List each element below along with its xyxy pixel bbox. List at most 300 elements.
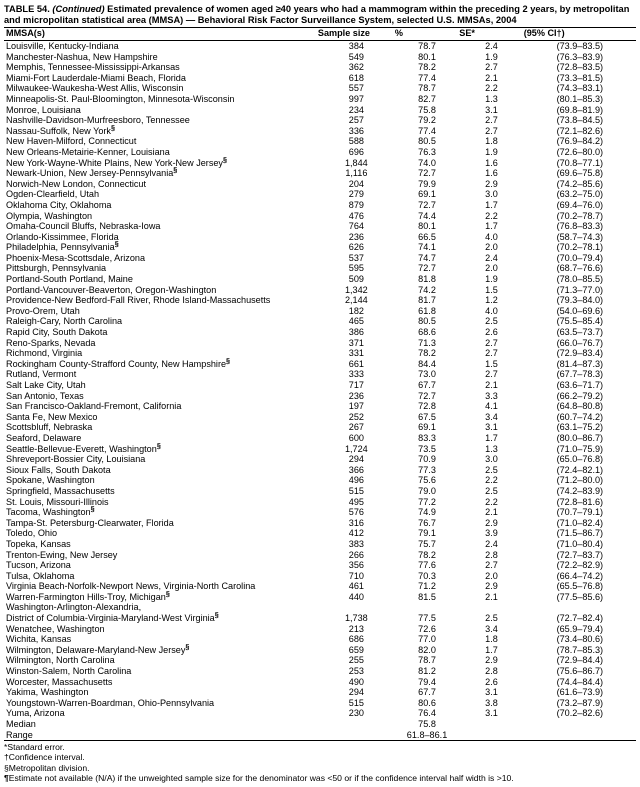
table-row (4, 708, 636, 719)
table-row (4, 274, 636, 285)
cell-mmsa: New Orleans-Metairie-Kenner, Louisiana (6, 146, 170, 157)
column-header-percent: % (395, 28, 459, 41)
cell-mmsa: San Antonio, Texas (6, 390, 84, 401)
cell-ci: (58.7–74.3) (556, 231, 604, 242)
cell-percent: 81.5 (418, 591, 436, 602)
table-row (4, 645, 636, 656)
cell-sample-size: 356 (348, 560, 364, 571)
cell-percent: 82.0 (418, 644, 436, 655)
column-header-mmsa: MMSA(s) (4, 28, 318, 41)
table-row (4, 41, 636, 52)
cell-sample-size: 383 (348, 538, 364, 549)
cell-percent: 79.4 (418, 676, 436, 687)
cell-percent: 66.5 (418, 231, 436, 242)
summary-blank (318, 719, 395, 730)
table-row (4, 147, 636, 158)
cell-percent: 76.7 (418, 517, 436, 528)
cell-sample-size: 659 (348, 644, 364, 655)
cell-sample-size: 515 (348, 697, 364, 708)
cell-se: 3.1 (485, 687, 498, 698)
cell-mmsa: Rutland, Vermont (6, 369, 77, 380)
cell-mmsa: Seaford, Delaware (6, 432, 82, 443)
table-row (4, 412, 636, 423)
table-row (4, 158, 636, 169)
cell-percent: 79.1 (418, 528, 436, 539)
cell-percent: 75.7 (418, 538, 436, 549)
summary-row (4, 730, 636, 741)
table-row (4, 634, 636, 645)
column-header-ci: (95% CI†) (524, 28, 636, 41)
cell-sample-size: 197 (348, 401, 364, 412)
cell-mmsa: Minneapolis-St. Paul-Bloomington, Minnesota-Wisconsin (6, 93, 235, 104)
summary-label: Range (4, 730, 318, 741)
cell-percent: 72.7 (418, 263, 436, 274)
cell-sample-size: 294 (348, 687, 364, 698)
cell-ci: (77.5–85.6) (556, 591, 604, 602)
cell-percent: 74.1 (418, 242, 436, 253)
cell-sample-size: 600 (348, 432, 364, 443)
cell-mmsa: Manchester-Nashua, New Hampshire (6, 51, 158, 62)
cell-percent: 74.4 (418, 210, 436, 221)
table-row (4, 338, 636, 349)
footnote-marker: § (173, 165, 178, 175)
cell-mmsa: Scottsbluff, Nebraska (6, 422, 93, 433)
footnote-symbol: § (4, 762, 9, 773)
cell-sample-size: 490 (348, 676, 364, 687)
cell-se: 1.9 (485, 146, 498, 157)
table-row (4, 518, 636, 529)
cell-ci: (71.5–86.7) (556, 528, 604, 539)
cell-percent: 77.5 (418, 613, 436, 624)
cell-sample-size: 461 (348, 581, 364, 592)
cell-se: 2.7 (485, 560, 498, 571)
cell-mmsa: Pittsburgh, Pennsylvania (6, 263, 107, 274)
cell-percent: 74.0 (418, 157, 436, 168)
cell-se: 2.0 (485, 570, 498, 581)
cell-sample-size: 331 (348, 348, 364, 359)
table-row (4, 348, 636, 359)
table-row (4, 253, 636, 264)
footnote-text: Confidence interval. (8, 752, 85, 763)
cell-sample-size: 686 (348, 634, 364, 645)
table-row (4, 211, 636, 222)
cell-sample-size: 230 (348, 708, 364, 719)
cell-mmsa: Seattle-Bellevue-Everett, Washington§ (6, 440, 161, 454)
cell-se: 1.6 (485, 157, 498, 168)
cell-se: 1.7 (485, 199, 498, 210)
cell-ci: (73.9–83.5) (556, 41, 604, 51)
table-row (4, 285, 636, 296)
cell-sample-size: 204 (348, 178, 364, 189)
summary-blank-ci (524, 719, 636, 730)
footnote (4, 742, 636, 752)
table-row (4, 83, 636, 94)
cell-ci: (76.9–84.2) (556, 136, 604, 147)
table-title-text: Estimated prevalence of women aged ≥40 years who had a mammogram within the preceding 2 years, by metropolitan and micropolitan statistical area (MMSA) — Behavioral Risk Factor Surveillance System, selected U.S. MMSAs, 2004 (4, 4, 630, 26)
cell-mmsa: Provo-Orem, Utah (6, 305, 80, 316)
footnote-text: Metropolitan division. (8, 762, 90, 773)
table-row (4, 369, 636, 380)
cell-se: 1.8 (485, 136, 498, 147)
cell-sample-size: 515 (348, 485, 364, 496)
cell-percent: 78.7 (418, 655, 436, 666)
cell-percent: 74.9 (418, 507, 436, 518)
cell-se: 2.7 (485, 115, 498, 126)
table-row (4, 242, 636, 253)
cell-se: 3.4 (485, 411, 498, 422)
cell-se: 1.5 (485, 358, 498, 369)
table-row (4, 539, 636, 550)
cell-ci: (72.6–80.0) (556, 146, 604, 157)
cell-ci: (72.8–81.6) (556, 496, 604, 507)
cell-mmsa: Providence-New Bedford-Fall River, Rhode Island-Massachusetts (6, 295, 271, 306)
table-row (4, 189, 636, 200)
cell-ci: (74.2–83.9) (556, 485, 604, 496)
table-row (4, 115, 636, 126)
cell-mmsa: Phoenix-Mesa-Scottsdale, Arizona (6, 252, 146, 263)
cell-ci: (76.8–83.3) (556, 221, 604, 232)
cell-percent: 81.8 (418, 274, 436, 285)
cell-ci: (70.2–78.7) (556, 210, 604, 221)
table-row (4, 465, 636, 476)
table-row (4, 677, 636, 688)
cell-mmsa: Toledo, Ohio (6, 528, 58, 539)
cell-se: 1.5 (485, 284, 498, 295)
table-title-continued: (Continued) (52, 4, 105, 14)
cell-mmsa: Shreveport-Bossier City, Louisiana (6, 454, 146, 465)
cell-percent: 78.2 (418, 62, 436, 73)
summary-blank (318, 730, 395, 741)
table-row (4, 571, 636, 582)
footnote (4, 763, 636, 773)
cell-percent: 71.2 (418, 581, 436, 592)
footnote-text: Estimate not available (N/A) if the unweighted sample size for the denominator was <50 or if the confidence interval half width is >10. (8, 772, 514, 783)
table-row (4, 327, 636, 338)
cell-ci: (80.0–86.7) (556, 432, 604, 443)
cell-se: 2.0 (485, 263, 498, 274)
cell-sample-size: 495 (348, 496, 364, 507)
cell-percent: 78.2 (418, 549, 436, 560)
cell-sample-size: 333 (348, 369, 364, 380)
cell-mmsa: Raleigh-Cary, North Carolina (6, 316, 123, 327)
table-row (4, 136, 636, 147)
cell-mmsa: Memphis, Tennessee-Mississippi-Arkansas (6, 62, 180, 73)
prevalence-table (4, 27, 636, 741)
cell-sample-size: 997 (348, 93, 364, 104)
cell-mmsa: Omaha-Council Bluffs, Nebraska-Iowa (6, 221, 161, 232)
summary-value: 75.8 (418, 719, 436, 729)
table-row (4, 401, 636, 412)
cell-mmsa: Ogden-Clearfield, Utah (6, 189, 100, 200)
cell-percent: 74.2 (418, 284, 436, 295)
cell-percent: 75.8 (418, 104, 436, 115)
summary-row (4, 719, 636, 730)
cell-se: 2.5 (485, 485, 498, 496)
cell-percent: 72.7 (418, 390, 436, 401)
column-header-se: SE* (459, 28, 523, 41)
cell-percent: 80.5 (418, 316, 436, 327)
cell-sample-size: 182 (348, 305, 364, 316)
cell-sample-size: 1,342 (344, 284, 368, 295)
cell-ci: (72.7–82.4) (556, 613, 604, 624)
table-title (4, 4, 636, 26)
cell-se: 3.8 (485, 697, 498, 708)
cell-percent: 78.7 (418, 41, 436, 51)
cell-se: 3.1 (485, 422, 498, 433)
cell-percent: 80.1 (418, 51, 436, 62)
cell-se: 3.9 (485, 528, 498, 539)
cell-sample-size: 384 (348, 41, 364, 51)
cell-percent: 70.9 (418, 454, 436, 465)
cell-mmsa: San Francisco-Oakland-Fremont, California (6, 401, 182, 412)
cell-ci: (73.8–84.5) (556, 115, 604, 126)
cell-mmsa: Youngstown-Warren-Boardman, Ohio-Pennsylvania (6, 697, 215, 708)
table-row (4, 560, 636, 571)
cell-percent: 69.1 (418, 422, 436, 433)
cell-ci: (72.2–82.9) (556, 560, 604, 571)
cell-mmsa: Wilmington, North Carolina (6, 655, 115, 666)
cell-sample-size: 234 (348, 104, 364, 115)
cell-ci: (78.0–85.5) (556, 274, 604, 285)
cell-se: 2.1 (485, 72, 498, 83)
cell-sample-size: 879 (348, 199, 364, 210)
table-row (4, 232, 636, 243)
cell-percent: 83.3 (418, 432, 436, 443)
cell-se: 1.9 (485, 51, 498, 62)
cell-mmsa: Rapid City, South Dakota (6, 327, 108, 338)
table-header-row (4, 28, 636, 41)
cell-ci: (66.0–76.7) (556, 337, 604, 348)
cell-se: 3.1 (485, 104, 498, 115)
cell-percent: 80.1 (418, 221, 436, 232)
cell-sample-size: 764 (348, 221, 364, 232)
cell-sample-size: 595 (348, 263, 364, 274)
cell-percent: 76.3 (418, 146, 436, 157)
cell-ci: (74.2–85.6) (556, 178, 604, 189)
cell-sample-size: 576 (348, 507, 364, 518)
table-row (4, 698, 636, 709)
cell-se: 2.2 (485, 210, 498, 221)
cell-se: 2.1 (485, 507, 498, 518)
cell-percent: 79.2 (418, 115, 436, 126)
cell-se: 1.7 (485, 221, 498, 232)
footnote-marker: § (214, 610, 219, 620)
summary-value: 61.8–86.1 (395, 730, 459, 741)
cell-ci: (74.3–83.1) (556, 83, 604, 94)
cell-mmsa: Philadelphia, Pennsylvania§ (6, 239, 119, 253)
table-row (4, 444, 636, 455)
cell-percent: 79.9 (418, 178, 436, 189)
cell-percent: 67.7 (418, 380, 436, 390)
cell-sample-size: 412 (348, 528, 364, 539)
cell-se: 2.1 (485, 591, 498, 602)
cell-mmsa: Rockingham County-Strafford County, New Hampshire§ (6, 355, 231, 369)
cell-se: 4.0 (485, 231, 498, 242)
cell-mmsa: Yuma, Arizona (6, 708, 65, 719)
table-row (4, 316, 636, 327)
cell-sample-size: 266 (348, 549, 364, 560)
cell-mmsa: Topeka, Kansas (6, 538, 71, 549)
cell-ci: (72.9–83.4) (556, 348, 604, 359)
footnote-marker: § (185, 641, 190, 651)
cell-ci: (72.9–84.4) (556, 655, 604, 666)
table-row (4, 391, 636, 402)
cell-sample-size: 496 (348, 475, 364, 486)
cell-se: 3.0 (485, 189, 498, 200)
cell-mmsa: Milwaukee-Waukesha-West Allis, Wisconsin (6, 83, 184, 94)
table-row (4, 550, 636, 561)
cell-mmsa: St. Louis, Missouri-Illinois (6, 496, 109, 507)
cell-se: 2.7 (485, 125, 498, 136)
table-row (4, 486, 636, 497)
table-row (4, 655, 636, 666)
cell-se: 1.7 (485, 644, 498, 655)
cell-se: 1.2 (485, 295, 498, 306)
cell-mmsa: Yakima, Washington (6, 687, 89, 698)
cell-se: 1.3 (485, 443, 498, 454)
table-row (4, 359, 636, 370)
table-row (4, 592, 636, 603)
cell-se (459, 602, 523, 613)
cell-mmsa: Wilmington, Delaware-Maryland-New Jersey§ (6, 641, 190, 655)
cell-mmsa: Richmond, Virginia (6, 348, 83, 359)
cell-mmsa: Orlando-Kissimmee, Florida (6, 231, 119, 242)
cell-ci: (81.4–87.3) (556, 358, 604, 369)
cell-ci: (63.2–75.0) (556, 189, 604, 200)
cell-percent (395, 602, 459, 613)
cell-sample-size: 366 (348, 464, 364, 475)
footnote-text: Standard error. (7, 742, 65, 753)
table-row (4, 73, 636, 84)
cell-se: 4.1 (485, 401, 498, 412)
cell-se: 1.8 (485, 634, 498, 645)
cell-percent: 75.6 (418, 475, 436, 486)
cell-mmsa: Portland-South Portland, Maine (6, 274, 133, 285)
cell-sample-size: 294 (348, 454, 364, 465)
cell-ci: (70.0–79.4) (556, 252, 604, 263)
cell-ci: (69.6–75.8) (556, 168, 604, 179)
cell-se: 2.7 (485, 369, 498, 380)
cell-ci: (68.7–76.6) (556, 263, 604, 274)
cell-mmsa: Portland-Vancouver-Beaverton, Oregon-Washington (6, 284, 217, 295)
cell-percent: 77.0 (418, 634, 436, 645)
cell-ci: (75.5–85.4) (556, 316, 604, 327)
cell-percent: 72.7 (418, 168, 436, 179)
cell-percent: 81.2 (418, 666, 436, 677)
table-row (4, 295, 636, 306)
cell-sample-size: 588 (348, 136, 364, 147)
table-row (4, 168, 636, 179)
cell-percent: 72.6 (418, 623, 436, 634)
cell-ci: (73.4–80.6) (556, 634, 604, 645)
cell-se: 2.0 (485, 242, 498, 253)
summary-label: Median (6, 719, 36, 729)
table-row (4, 507, 636, 518)
cell-percent: 67.5 (418, 411, 436, 422)
table-row (4, 666, 636, 677)
cell-se: 2.4 (485, 538, 498, 549)
cell-mmsa: Newark-Union, New Jersey-Pennsylvania§ (6, 165, 178, 179)
cell-ci: (75.6–86.7) (556, 666, 604, 677)
cell-mmsa: Worcester, Massachusetts (6, 676, 113, 687)
cell-se: 3.0 (485, 454, 498, 465)
cell-se: 3.4 (485, 623, 498, 634)
cell-ci: (67.7–78.3) (556, 369, 604, 380)
cell-percent: 73.0 (418, 369, 436, 380)
cell-se: 2.9 (485, 517, 498, 528)
cell-mmsa: Oklahoma City, Oklahoma (6, 199, 112, 210)
cell-se: 1.7 (485, 432, 498, 443)
cell-ci: (60.7–74.2) (556, 411, 604, 422)
cell-ci: (65.9–79.4) (556, 623, 604, 634)
cell-ci: (71.0–82.4) (556, 517, 604, 528)
cell-se: 2.6 (485, 676, 498, 687)
cell-sample-size: 476 (348, 210, 364, 221)
table-row (4, 581, 636, 592)
cell-ci: (79.3–84.0) (556, 295, 604, 306)
cell-percent: 70.3 (418, 570, 436, 581)
footnote-marker: § (222, 154, 227, 164)
cell-se: 2.9 (485, 655, 498, 666)
table-row (4, 94, 636, 105)
cell-percent: 82.7 (418, 93, 436, 104)
cell-mmsa: Wichita, Kansas (6, 634, 72, 645)
cell-ci: (71.3–77.0) (556, 284, 604, 295)
cell-se: 2.2 (485, 475, 498, 486)
cell-se: 2.5 (485, 316, 498, 327)
footnote-marker: § (165, 588, 170, 598)
cell-sample-size: 1,116 (345, 168, 368, 179)
cell-ci: (78.7–85.3) (556, 644, 604, 655)
cell-sample-size: 371 (348, 337, 364, 348)
table-row (4, 62, 636, 73)
cell-ci: (66.2–79.2) (556, 390, 604, 401)
cell-percent: 77.6 (418, 560, 436, 571)
table-row (4, 221, 636, 232)
cell-sample-size: 257 (348, 115, 364, 126)
cell-mmsa: Norwich-New London, Connecticut (6, 178, 147, 189)
cell-mmsa: Washington-Arlington-Alexandria, (6, 602, 142, 613)
cell-mmsa: Winston-Salem, North Carolina (6, 666, 132, 677)
cell-ci: (70.7–79.1) (556, 507, 604, 518)
cell-sample-size: 255 (348, 655, 364, 666)
cell-ci: (63.6–71.7) (556, 380, 604, 390)
cell-se: 2.7 (485, 337, 498, 348)
footnote-symbol: † (4, 752, 9, 763)
cell-mmsa: Santa Fe, New Mexico (6, 411, 98, 422)
cell-mmsa: Louisville, Kentucky-Indiana (6, 41, 119, 51)
cell-sample-size: 362 (348, 62, 364, 73)
cell-ci: (73.2–87.9) (556, 697, 604, 708)
table-row (4, 263, 636, 274)
cell-sample-size: 661 (348, 358, 364, 369)
footnote-marker: § (114, 239, 119, 249)
cell-mmsa: New Haven-Milford, Connecticut (6, 136, 137, 147)
cell-sample-size: 2,144 (344, 295, 368, 306)
cell-sample-size: 618 (348, 72, 364, 83)
cell-ci: (71.0–80.4) (556, 538, 604, 549)
cell-se: 2.2 (485, 83, 498, 94)
table-title-label: TABLE 54. (4, 4, 50, 14)
table-row (4, 306, 636, 317)
cell-percent: 77.4 (418, 125, 436, 136)
cell-se: 2.2 (485, 496, 498, 507)
table-row (4, 126, 636, 137)
cell-sample-size: 213 (348, 623, 364, 634)
cell-percent: 76.4 (418, 708, 436, 719)
cell-percent: 80.6 (418, 697, 436, 708)
cell-sample-size: 717 (348, 380, 364, 390)
